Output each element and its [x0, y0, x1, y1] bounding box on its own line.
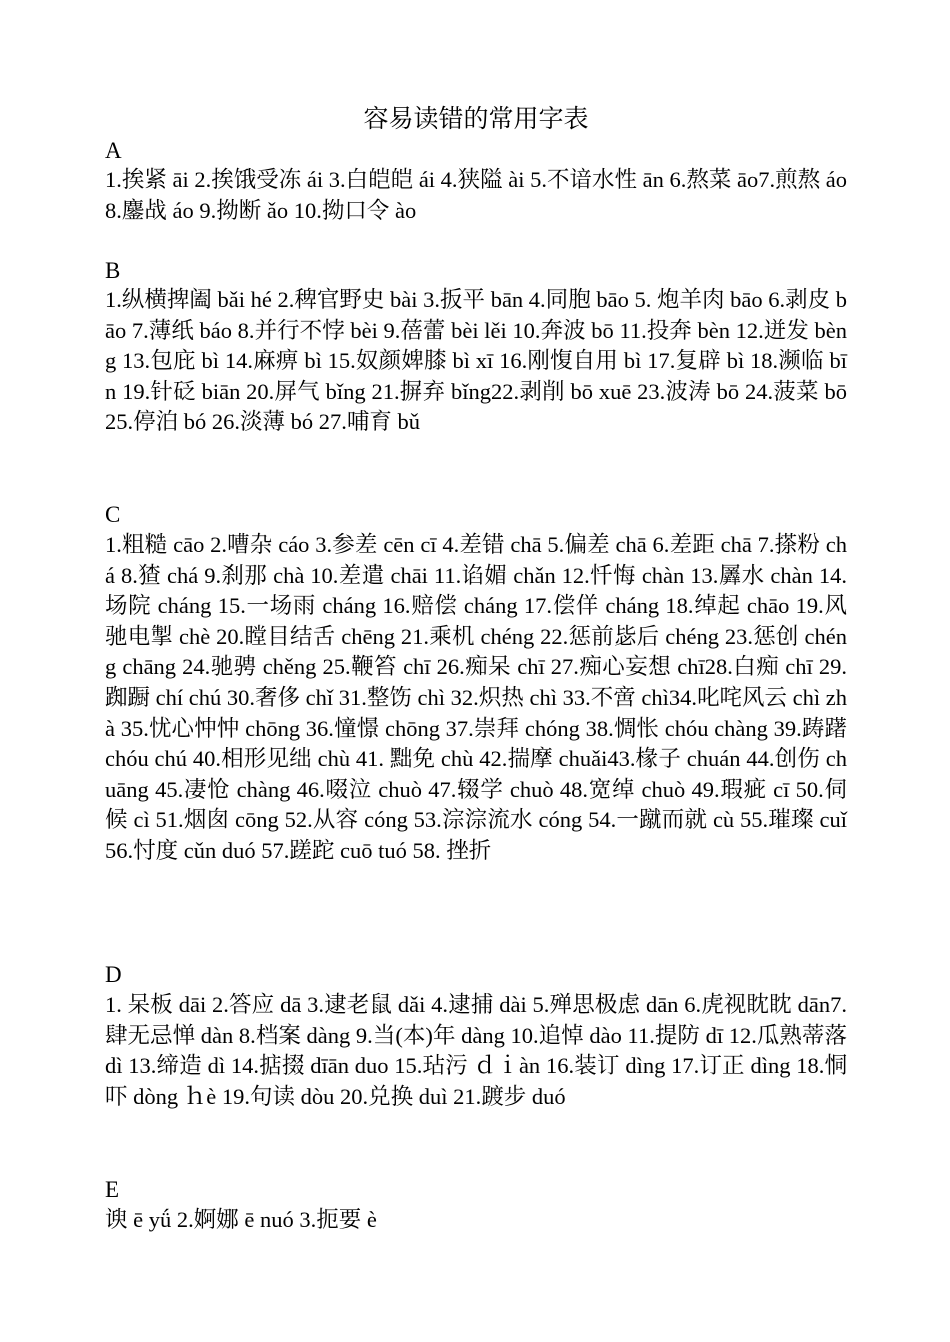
page-title: 容易读错的常用字表: [363, 106, 589, 133]
section-c-entries: 1.粗糙 cāo 2.嘈杂 cáo 3.参差 cēn cī 4.差错 chā 5.偏差 chā 6.差距 chā 7.搽粉 chá 8.猹 chá 9.刹那 chà 10.差遣 chāi 11.谄媚 chǎn 12.忏悔 chàn 13.羼水 chàn 14.场院 cháng 15.一场雨 cháng 16.赔偿 cháng 17.偿佯 cháng 18.绰起 chāo 19.风驰电掣 chè 20.瞠目结舌 chēng 21.乘机 chéng 22.惩前毖后 chéng 23.惩创 chéng chāng 24.驰骋 chěng 25.鞭笞 chī 26.痴呆 chī 27.痴心妄想 chī28.白痴 chī 29.踟蹰 chí chú 30.奢侈 chǐ 31.整饬 chì 32.炽热 chì 33.不啻 chì34.叱咤风云 chì zhà 35.忧心忡忡 chōng 36.憧憬 chōng 37.崇拜 chóng 38.惆怅 chóu chàng 39.踌躇 chóu chú 40.相形见绌 chù 41. 黜免 chù 42.揣摩 chuǎi43.椽子 chuán 44.创伤 chuāng 45.凄怆 chàng 46.啜泣 chuò 47.辍学 chuò 48.宽绰 chuò 49.瑕疵 cī 50.伺候 cì 51.烟囱 cōng 52.从容 cóng 53.淙淙流水 cóng 54.一蹴而就 cù 55.璀璨 cuǐ 56.忖度 cǔn duó 57.蹉跎 cuō tuó 58. 挫折: [105, 532, 847, 863]
section-d-entries: 1. 呆板 dāi 2.答应 dā 3.逮老鼠 dǎi 4.逮捕 dài 5.殚思极虑 dān 6.虎视眈眈 dān7.肆无忌惮 dàn 8.档案 dàng 9.当(本)年 dàng 10.追悼 dào 11.提防 dī 12.瓜熟蒂落 dì 13.缔造 dì 14.掂掇 dīān duo 15.玷污 ｄｉàn 16.装订 dìng 17.订正 dìng 18.恫吓 dòng ｈè 19.句读 dòu 20.兑换 duì 21.踱步 duó: [105, 992, 847, 1109]
section-letter-a: A: [105, 138, 122, 163]
section-e-entries: 谀 ē yǘ 2.婀娜 ē nuó 3.扼要 è: [105, 1207, 377, 1232]
section-a-entries: 1.挨紧 āi 2.挨饿受冻 ái 3.白皑皑 ái 4.狭隘 ài 5.不谙水性 ān 6.熬菜 āo7.煎熬 áo 8.鏖战 áo 9.拗断 ǎo 10.拗口令 ào: [105, 167, 847, 223]
section-letter-d: D: [105, 962, 122, 987]
section-letter-e: E: [105, 1177, 120, 1202]
section-letter-b: B: [105, 258, 121, 283]
section-b-entries: 1.纵横捭阖 bǎi hé 2.稗官野史 bài 3.扳平 bān 4.同胞 bāo 5. 炮羊肉 bāo 6.剥皮 bāo 7.薄纸 báo 8.并行不悖 bèi 9.蓓蕾 bèi lěi 10.奔波 bō 11.投奔 bèn 12.迸发 bèng 13.包庇 bì 14.麻痹 bì 15.奴颜婢膝 bì xī 16.刚愎自用 bì 17.复辟 bì 18.濒临 bīn 19.针砭 biān 20.屏气 bǐng 21.摒弃 bǐng22.剥削 bō xuē 23.波涛 bō 24.菠菜 bō 25.停泊 bó 26.淡薄 bó 27.哺育 bǔ: [105, 287, 847, 435]
section-letter-c: C: [105, 502, 121, 527]
